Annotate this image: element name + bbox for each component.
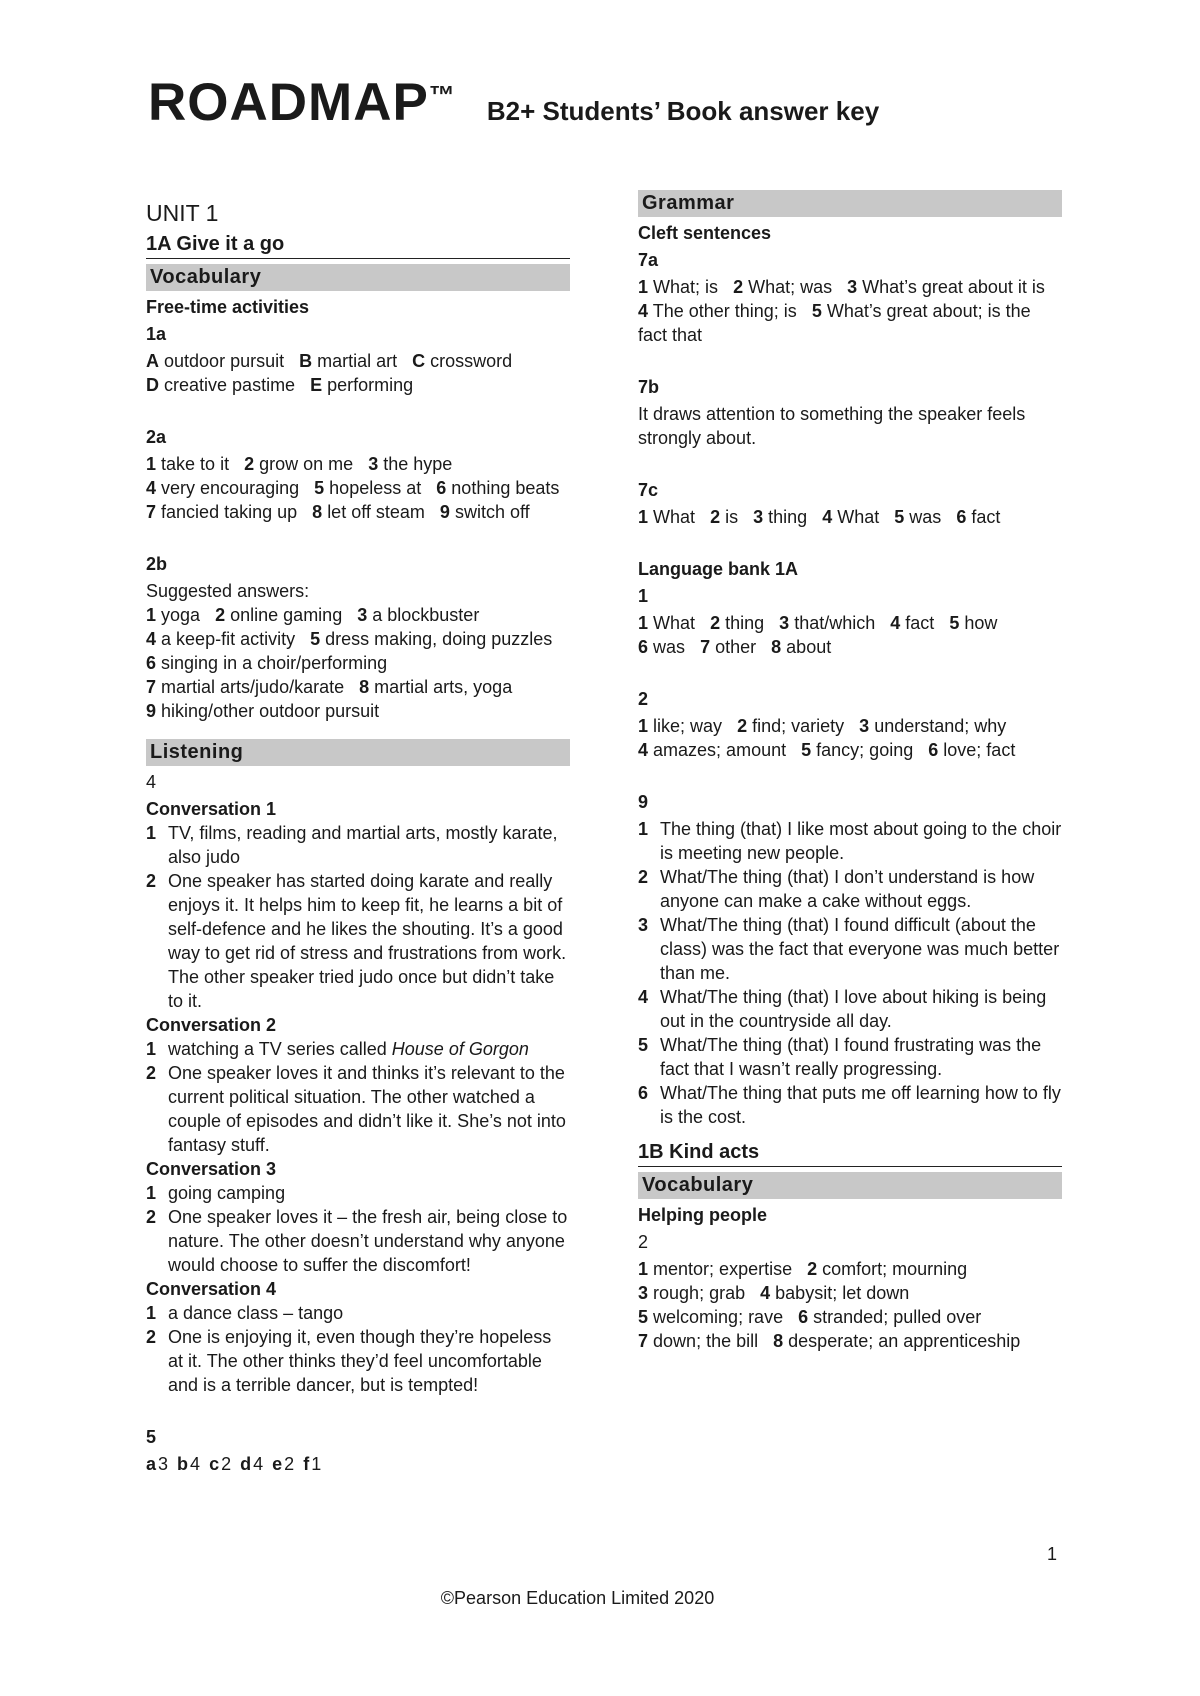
answer-text: find; variety xyxy=(752,716,845,736)
numbered-item xyxy=(146,869,570,1013)
answer-text: creative pastime xyxy=(164,375,296,395)
answer-line xyxy=(146,373,570,397)
left-column xyxy=(146,200,570,1476)
answer-text: like; way xyxy=(653,716,723,736)
answer-text: What; is xyxy=(653,277,719,297)
item-number: 3 xyxy=(638,915,649,935)
item-text: One speaker has started doing karate and really enjoys it. It helps him to keep fit, he learns a bit of self-defence and he likes the shouting. It’s a good way to get rid of stress and frustrations from work. The other speaker tried judo once but didn’t take to it. xyxy=(168,871,567,1011)
answer-number: 5 xyxy=(811,301,822,321)
answer-number: 4 xyxy=(638,740,649,760)
answer-number: 3 xyxy=(357,605,368,625)
item-number: 1 xyxy=(146,1039,157,1059)
answer-text: about xyxy=(786,637,832,657)
numbered-item xyxy=(146,1037,570,1061)
conversation-answers xyxy=(146,1181,570,1277)
answer-number: 7 xyxy=(146,677,157,697)
match-letter: e xyxy=(272,1454,285,1474)
item-text: The thing (that) I like most about going to the choir is meeting new people. xyxy=(660,819,1062,863)
answer-number: 8 xyxy=(771,637,782,657)
answer-text: let off steam xyxy=(327,502,425,522)
answer-line xyxy=(638,1281,1062,1305)
answer-line xyxy=(146,349,570,373)
answer-text: desperate; an apprenticeship xyxy=(788,1331,1021,1351)
answer-text: nothing beats xyxy=(451,478,560,498)
answer-text: comfort; mourning xyxy=(822,1259,968,1279)
match-number: 4 xyxy=(253,1454,266,1474)
item-text: What/The thing (that) I don’t understand is how anyone can make a cake without eggs. xyxy=(660,867,1035,911)
section-band-grammar: Grammar xyxy=(638,190,1062,217)
numbered-item xyxy=(638,1081,1062,1129)
answer-line xyxy=(638,1305,1062,1329)
document-header xyxy=(148,72,879,133)
answer-text: that/which xyxy=(794,613,876,633)
answer-number: 7 xyxy=(700,637,711,657)
numbered-item xyxy=(146,1205,570,1277)
answer-text: take to it xyxy=(161,454,230,474)
answers-2-1b xyxy=(638,1257,1062,1353)
answer-line xyxy=(146,452,570,476)
answer-line xyxy=(638,611,1062,635)
section-band-vocabulary-1b: Vocabulary xyxy=(638,1172,1062,1199)
answer-text: What xyxy=(653,507,696,527)
item-number: 2 xyxy=(638,867,649,887)
answer-number: 5 xyxy=(638,1307,649,1327)
numbered-item xyxy=(638,985,1062,1033)
section-band-listening: Listening xyxy=(146,739,570,766)
answer-text: fact that xyxy=(638,325,703,345)
answer-text: yoga xyxy=(161,605,201,625)
answer-number: 2 xyxy=(710,613,721,633)
item-text: What/The thing (that) I found frustrating was the fact that I wasn’t really progressing. xyxy=(660,1035,1042,1079)
brand-title: ROADMAP™ xyxy=(148,73,456,132)
question-label-4: 4 xyxy=(146,772,157,792)
answer-text: grow on me xyxy=(259,454,354,474)
item-number: 6 xyxy=(638,1083,649,1103)
numbered-item xyxy=(638,817,1062,865)
question-label-7b: 7b xyxy=(638,377,660,397)
item-number: 2 xyxy=(146,1207,157,1227)
match-letter: b xyxy=(177,1454,191,1474)
question-label-lb2: 2 xyxy=(638,689,649,709)
answer-text: very encouraging xyxy=(161,478,300,498)
answer-text: martial arts/judo/karate xyxy=(161,677,345,697)
answer-number: 4 xyxy=(822,507,833,527)
numbered-item xyxy=(638,913,1062,985)
answer-text: thing xyxy=(725,613,765,633)
answer-text: love; fact xyxy=(943,740,1016,760)
answer-number: 1 xyxy=(638,716,649,736)
answer-number: 4 xyxy=(146,629,157,649)
answer-text: mentor; expertise xyxy=(653,1259,793,1279)
item-number: 1 xyxy=(146,1303,157,1323)
numbered-item xyxy=(146,821,570,869)
answer-text: hiking/other outdoor pursuit xyxy=(161,701,380,721)
question-label-7a: 7a xyxy=(638,250,659,270)
answer-number: 4 xyxy=(760,1283,771,1303)
answer-number: 5 xyxy=(801,740,812,760)
conversation-title: Conversation 4 xyxy=(146,1279,277,1299)
answer-number: 2 xyxy=(737,716,748,736)
lesson-heading-1b: 1B Kind acts xyxy=(638,1141,1062,1167)
numbered-item xyxy=(146,1181,570,1205)
conversation-answers xyxy=(146,1037,570,1157)
answer-text: dress making, doing puzzles xyxy=(325,629,553,649)
answer-line xyxy=(638,505,1062,529)
answer-number: 6 xyxy=(798,1307,809,1327)
answer-line xyxy=(146,675,570,699)
answer-number: 8 xyxy=(773,1331,784,1351)
item-number: 2 xyxy=(146,871,157,891)
answer-number: 2 xyxy=(710,507,721,527)
conversation-title: Conversation 1 xyxy=(146,799,277,819)
item-text: watching a TV series called House of Gorgon xyxy=(168,1039,529,1059)
answer-text: outdoor pursuit xyxy=(164,351,285,371)
item-number: 1 xyxy=(638,819,649,839)
answer-text: What xyxy=(837,507,880,527)
answer-text: martial arts, yoga xyxy=(374,677,513,697)
answer-text: how xyxy=(964,613,998,633)
answer-line xyxy=(638,323,1062,347)
match-number: 3 xyxy=(158,1454,171,1474)
answer-line xyxy=(638,714,1062,738)
answer-number: 5 xyxy=(949,613,960,633)
match-letter: c xyxy=(209,1454,222,1474)
answer-number: 1 xyxy=(146,605,157,625)
answer-line xyxy=(638,635,1062,659)
item-number: 4 xyxy=(638,987,649,1007)
answer-text: a blockbuster xyxy=(372,605,480,625)
answer-number: 5 xyxy=(314,478,325,498)
answer-text: amazes; amount xyxy=(653,740,787,760)
answer-number: B xyxy=(299,351,313,371)
question-label-lb1: 1 xyxy=(638,586,649,606)
answers-lb1 xyxy=(638,611,1062,659)
answer-number: D xyxy=(146,375,159,395)
answer-number: 2 xyxy=(244,454,255,474)
answer-text: What’s great about; is the xyxy=(826,301,1031,321)
answer-text: fact xyxy=(971,507,1001,527)
question-label-5: 5 xyxy=(146,1427,157,1447)
answer-line xyxy=(146,476,570,500)
numbered-item xyxy=(638,1033,1062,1081)
conversation-answers xyxy=(146,821,570,1013)
match-letter: f xyxy=(303,1454,312,1474)
answer-text: martial art xyxy=(317,351,398,371)
answer-line xyxy=(638,299,1062,323)
answer-number: 6 xyxy=(638,637,649,657)
question-label-2-1b: 2 xyxy=(638,1232,649,1252)
answer-number: E xyxy=(310,375,323,395)
answer-number: 7 xyxy=(146,502,157,522)
right-column xyxy=(638,186,1062,1353)
match-letter: d xyxy=(240,1454,254,1474)
match-number: 2 xyxy=(284,1454,297,1474)
item-number: 5 xyxy=(638,1035,649,1055)
answer-text: down; the bill xyxy=(653,1331,759,1351)
answer-number: 1 xyxy=(146,454,157,474)
item-text: One is enjoying it, even though they’re hopeless at it. The other thinks they’d feel uncomfortable and is a terrible dancer, but is tempted! xyxy=(168,1327,552,1395)
item-text: going camping xyxy=(168,1183,286,1203)
item-number: 2 xyxy=(146,1063,157,1083)
answer-text: What xyxy=(653,613,696,633)
answer-number: 7 xyxy=(638,1331,649,1351)
conversations xyxy=(146,797,570,1397)
answer-number: 6 xyxy=(956,507,967,527)
item-text: One speaker loves it – the fresh air, being close to nature. The other doesn’t understand why anyone would choose to suffer the discomfort! xyxy=(168,1207,568,1275)
numbered-item xyxy=(146,1061,570,1157)
answer-number: A xyxy=(146,351,159,371)
match-number: 4 xyxy=(190,1454,203,1474)
answers-7c xyxy=(638,505,1062,529)
answer-number: 1 xyxy=(638,507,649,527)
answer-number: 5 xyxy=(894,507,905,527)
answer-text: babysit; let down xyxy=(775,1283,910,1303)
answer-7b: It draws attention to something the speaker feels strongly about. xyxy=(638,404,1026,448)
answers-2b xyxy=(146,603,570,723)
question-label-2a: 2a xyxy=(146,427,167,447)
answer-line xyxy=(146,699,570,723)
answer-text: online gaming xyxy=(230,605,343,625)
conversation-title: Conversation 3 xyxy=(146,1159,277,1179)
answer-text: switch off xyxy=(454,502,530,522)
answer-text: fancied taking up xyxy=(161,502,298,522)
answer-text: stranded; pulled over xyxy=(813,1307,982,1327)
page-number: 1 xyxy=(1047,1544,1058,1564)
answer-number: 3 xyxy=(779,613,790,633)
answer-line xyxy=(638,275,1062,299)
answer-number: 4 xyxy=(146,478,157,498)
trademark-symbol: ™ xyxy=(428,80,456,110)
answer-text: fact xyxy=(905,613,935,633)
answers-1a xyxy=(146,349,570,397)
lesson-heading-1a: 1A Give it a go xyxy=(146,233,570,259)
answer-number: 5 xyxy=(310,629,321,649)
answer-number: 2 xyxy=(733,277,744,297)
item-italic-title: House of Gorgon xyxy=(391,1039,529,1059)
answer-line xyxy=(638,1329,1062,1353)
answer-text: the hype xyxy=(383,454,453,474)
answer-text: crossword xyxy=(430,351,513,371)
answer-line xyxy=(146,627,570,651)
item-text: What/The thing (that) I love about hiking is being out in the countryside all day. xyxy=(660,987,1047,1031)
answer-text: fancy; going xyxy=(816,740,914,760)
answer-text: rough; grab xyxy=(653,1283,746,1303)
document-subtitle: B2+ Students’ Book answer key xyxy=(486,96,880,126)
answer-text: singing in a choir/performing xyxy=(161,653,388,673)
answer-number: 8 xyxy=(359,677,370,697)
answer-text: What’s great about it is xyxy=(862,277,1045,297)
question-label-1a: 1a xyxy=(146,324,167,344)
answer-number: 4 xyxy=(890,613,901,633)
numbered-item xyxy=(638,865,1062,913)
answer-number: 2 xyxy=(215,605,226,625)
item-number: 1 xyxy=(146,1183,157,1203)
question-label-7c: 7c xyxy=(638,480,659,500)
match-number: 2 xyxy=(221,1454,234,1474)
item-text: One speaker loves it and thinks it’s relevant to the current political situation. The other watched a couple of episodes and didn’t like it. She’s not into fantasy stuff. xyxy=(168,1063,566,1155)
answer-number: 3 xyxy=(859,716,870,736)
answer-line xyxy=(146,603,570,627)
conversation-title: Conversation 2 xyxy=(146,1015,277,1035)
match-letter: a xyxy=(146,1454,159,1474)
answers-2a xyxy=(146,452,570,524)
answer-text: performing xyxy=(327,375,414,395)
answer-text: The other thing; is xyxy=(652,301,797,321)
answer-text: is xyxy=(725,507,739,527)
answer-text: other xyxy=(715,637,757,657)
answer-number: 6 xyxy=(146,653,157,673)
answer-number: 3 xyxy=(753,507,764,527)
answer-text: understand; why xyxy=(874,716,1007,736)
answer-number: 2 xyxy=(807,1259,818,1279)
answer-text: thing xyxy=(768,507,808,527)
answer-number: 1 xyxy=(638,277,649,297)
item-text: What/The thing (that) I found difficult (about the class) was the fact that everyone was much better than me. xyxy=(660,915,1060,983)
subheading-free-time: Free-time activities xyxy=(146,297,310,317)
answer-number: 6 xyxy=(928,740,939,760)
answer-text: a keep-fit activity xyxy=(161,629,296,649)
item-text: a dance class – tango xyxy=(168,1303,344,1323)
copyright-footer: ©Pearson Education Limited 2020 xyxy=(440,1588,715,1608)
answer-number: 3 xyxy=(368,454,379,474)
answers-7a xyxy=(638,275,1062,347)
numbered-item xyxy=(146,1325,570,1397)
answer-line xyxy=(146,651,570,675)
answer-number: 9 xyxy=(439,502,450,522)
answer-number: 3 xyxy=(638,1283,649,1303)
subheading-cleft-sentences: Cleft sentences xyxy=(638,223,772,243)
item-text: TV, films, reading and martial arts, mostly karate, also judo xyxy=(168,823,558,867)
answer-number: 1 xyxy=(638,613,649,633)
numbered-item xyxy=(146,1301,570,1325)
section-band-vocabulary: Vocabulary xyxy=(146,264,570,291)
item-text: What/The thing that puts me off learning how to fly is the cost. xyxy=(660,1083,1061,1127)
suggested-answers-intro: Suggested answers: xyxy=(146,581,310,601)
subheading-helping-people: Helping people xyxy=(638,1205,768,1225)
answer-text: was xyxy=(909,507,942,527)
answers-5 xyxy=(146,1452,570,1476)
answer-number: 4 xyxy=(638,301,649,321)
answer-number: 9 xyxy=(146,701,157,721)
answer-line xyxy=(638,1257,1062,1281)
answers-9 xyxy=(638,817,1062,1129)
answer-text: hopeless at xyxy=(329,478,422,498)
answer-text: What; was xyxy=(748,277,833,297)
answer-line xyxy=(146,500,570,524)
answers-lb2 xyxy=(638,714,1062,762)
question-label-9: 9 xyxy=(638,792,649,812)
item-number: 1 xyxy=(146,823,157,843)
answer-text: was xyxy=(653,637,686,657)
answer-number: 6 xyxy=(436,478,447,498)
answer-number: 3 xyxy=(847,277,858,297)
match-number: 1 xyxy=(311,1454,324,1474)
answer-number: C xyxy=(412,351,426,371)
item-number: 2 xyxy=(146,1327,157,1347)
unit-heading: UNIT 1 xyxy=(146,200,219,226)
answer-number: 8 xyxy=(312,502,323,522)
answer-line xyxy=(638,738,1062,762)
question-label-2b: 2b xyxy=(146,554,168,574)
language-bank-title: Language bank 1A xyxy=(638,559,799,579)
answer-number: 1 xyxy=(638,1259,649,1279)
answer-text: welcoming; rave xyxy=(653,1307,784,1327)
conversation-answers xyxy=(146,1301,570,1397)
